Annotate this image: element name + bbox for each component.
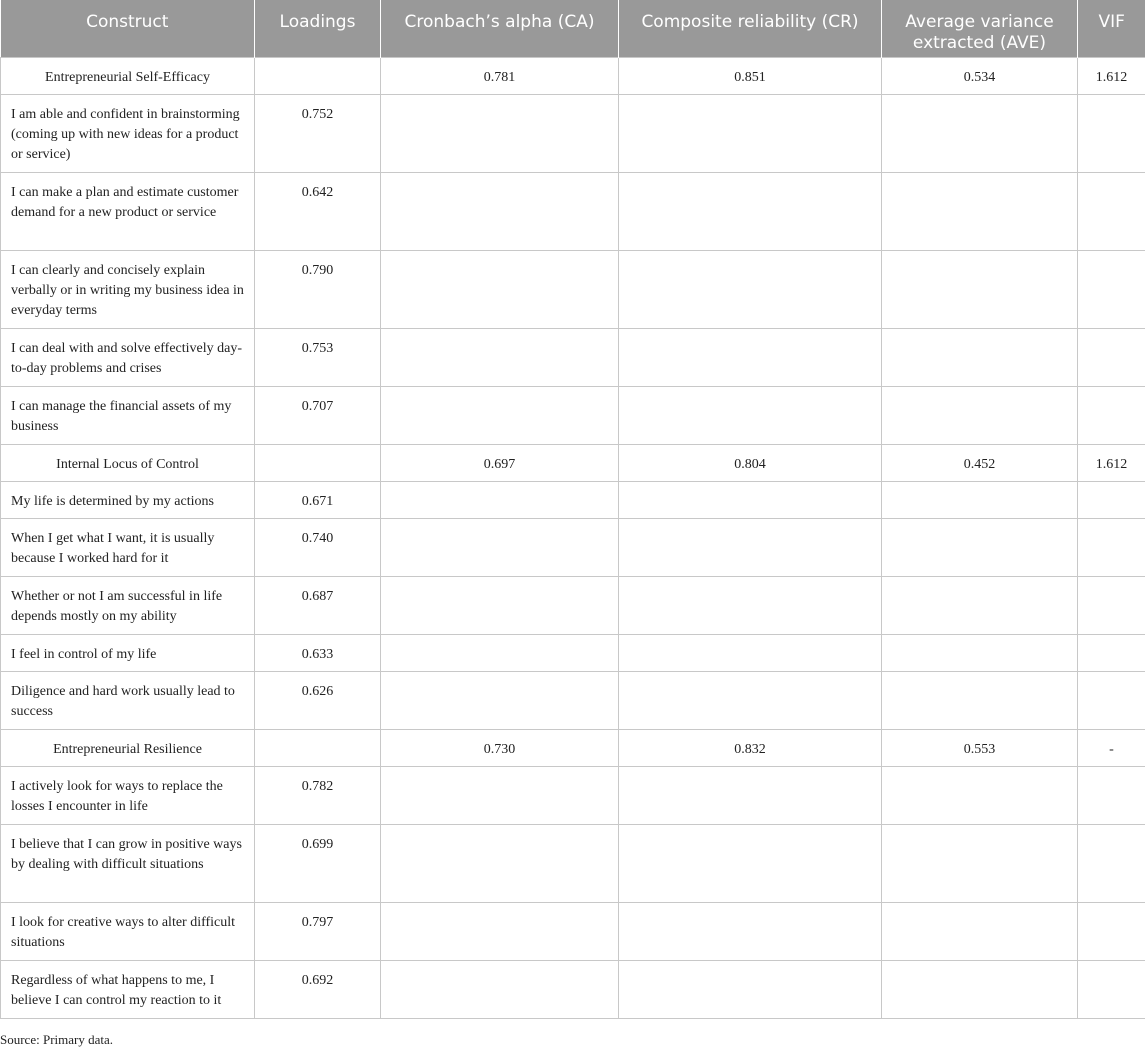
item-loading: 0.633 [255,634,381,671]
construct-name: Entrepreneurial Resilience [1,729,255,766]
item-text: I believe that I can grow in positive ways by dealing with difficult situations [1,824,255,902]
ave-value: 0.553 [882,729,1078,766]
loading-cell [255,444,381,481]
item-text: I look for creative ways to alter difficult situations [1,902,255,960]
item-row [1,824,1145,902]
item-text: Diligence and hard work usually lead to success [1,671,255,729]
item-row [1,518,1145,576]
header-construct: Construct [1,0,255,57]
source-note: Source: Primary data. [0,1032,113,1047]
header-loadings: Loadings [255,0,381,57]
item-row [1,328,1145,386]
item-text: I can clearly and concisely explain verbally or in writing my business idea in everyday terms [1,250,255,328]
construct-row [1,57,1145,94]
item-loading: 0.752 [255,94,381,172]
item-row [1,481,1145,518]
construct-name: Entrepreneurial Self-Efficacy [1,57,255,94]
ca-value: 0.730 [381,729,619,766]
item-loading: 0.753 [255,328,381,386]
vif-value: 1.612 [1078,444,1145,481]
ca-value: 0.697 [381,444,619,481]
loading-cell [255,729,381,766]
header-row [1,0,1145,57]
item-text: Regardless of what happens to me, I believe I can control my reaction to it [1,960,255,1018]
item-text: I feel in control of my life [1,634,255,671]
item-row [1,386,1145,444]
ca-value: 0.781 [381,57,619,94]
item-loading: 0.797 [255,902,381,960]
item-text: I am able and confident in brainstorming (coming up with new ideas for a product or service) [1,94,255,172]
item-row [1,960,1145,1018]
item-loading: 0.782 [255,766,381,824]
header-ave: Average variance extracted (AVE) [882,0,1078,57]
item-row [1,634,1145,671]
item-loading: 0.692 [255,960,381,1018]
item-row [1,172,1145,250]
construct-name: Internal Locus of Control [1,444,255,481]
construct-row [1,729,1145,766]
cr-value: 0.804 [619,444,882,481]
item-loading: 0.740 [255,518,381,576]
item-text: I can manage the financial assets of my business [1,386,255,444]
ave-value: 0.452 [882,444,1078,481]
item-row [1,94,1145,172]
item-row [1,250,1145,328]
cr-value: 0.851 [619,57,882,94]
item-loading: 0.687 [255,576,381,634]
vif-value: 1.612 [1078,57,1145,94]
item-loading: 0.642 [255,172,381,250]
header-vif: VIF [1078,0,1145,57]
item-text: When I get what I want, it is usually because I worked hard for it [1,518,255,576]
item-loading: 0.699 [255,824,381,902]
item-text: I can deal with and solve effectively day-to-day problems and crises [1,328,255,386]
item-text: I actively look for ways to replace the losses I encounter in life [1,766,255,824]
loading-cell [255,57,381,94]
item-row [1,671,1145,729]
item-loading: 0.707 [255,386,381,444]
item-loading: 0.671 [255,481,381,518]
vif-value: - [1078,729,1145,766]
item-row [1,902,1145,960]
item-text: I can make a plan and estimate customer demand for a new product or service [1,172,255,250]
construct-row [1,444,1145,481]
ave-value: 0.534 [882,57,1078,94]
item-loading: 0.790 [255,250,381,328]
item-text: My life is determined by my actions [1,481,255,518]
item-row [1,766,1145,824]
header-cronbach-alpha: Cronbach’s alpha (CA) [381,0,619,57]
cr-value: 0.832 [619,729,882,766]
item-text: Whether or not I am successful in life depends mostly on my ability [1,576,255,634]
item-row [1,576,1145,634]
header-composite-reliability: Composite reliability (CR) [619,0,882,57]
item-loading: 0.626 [255,671,381,729]
